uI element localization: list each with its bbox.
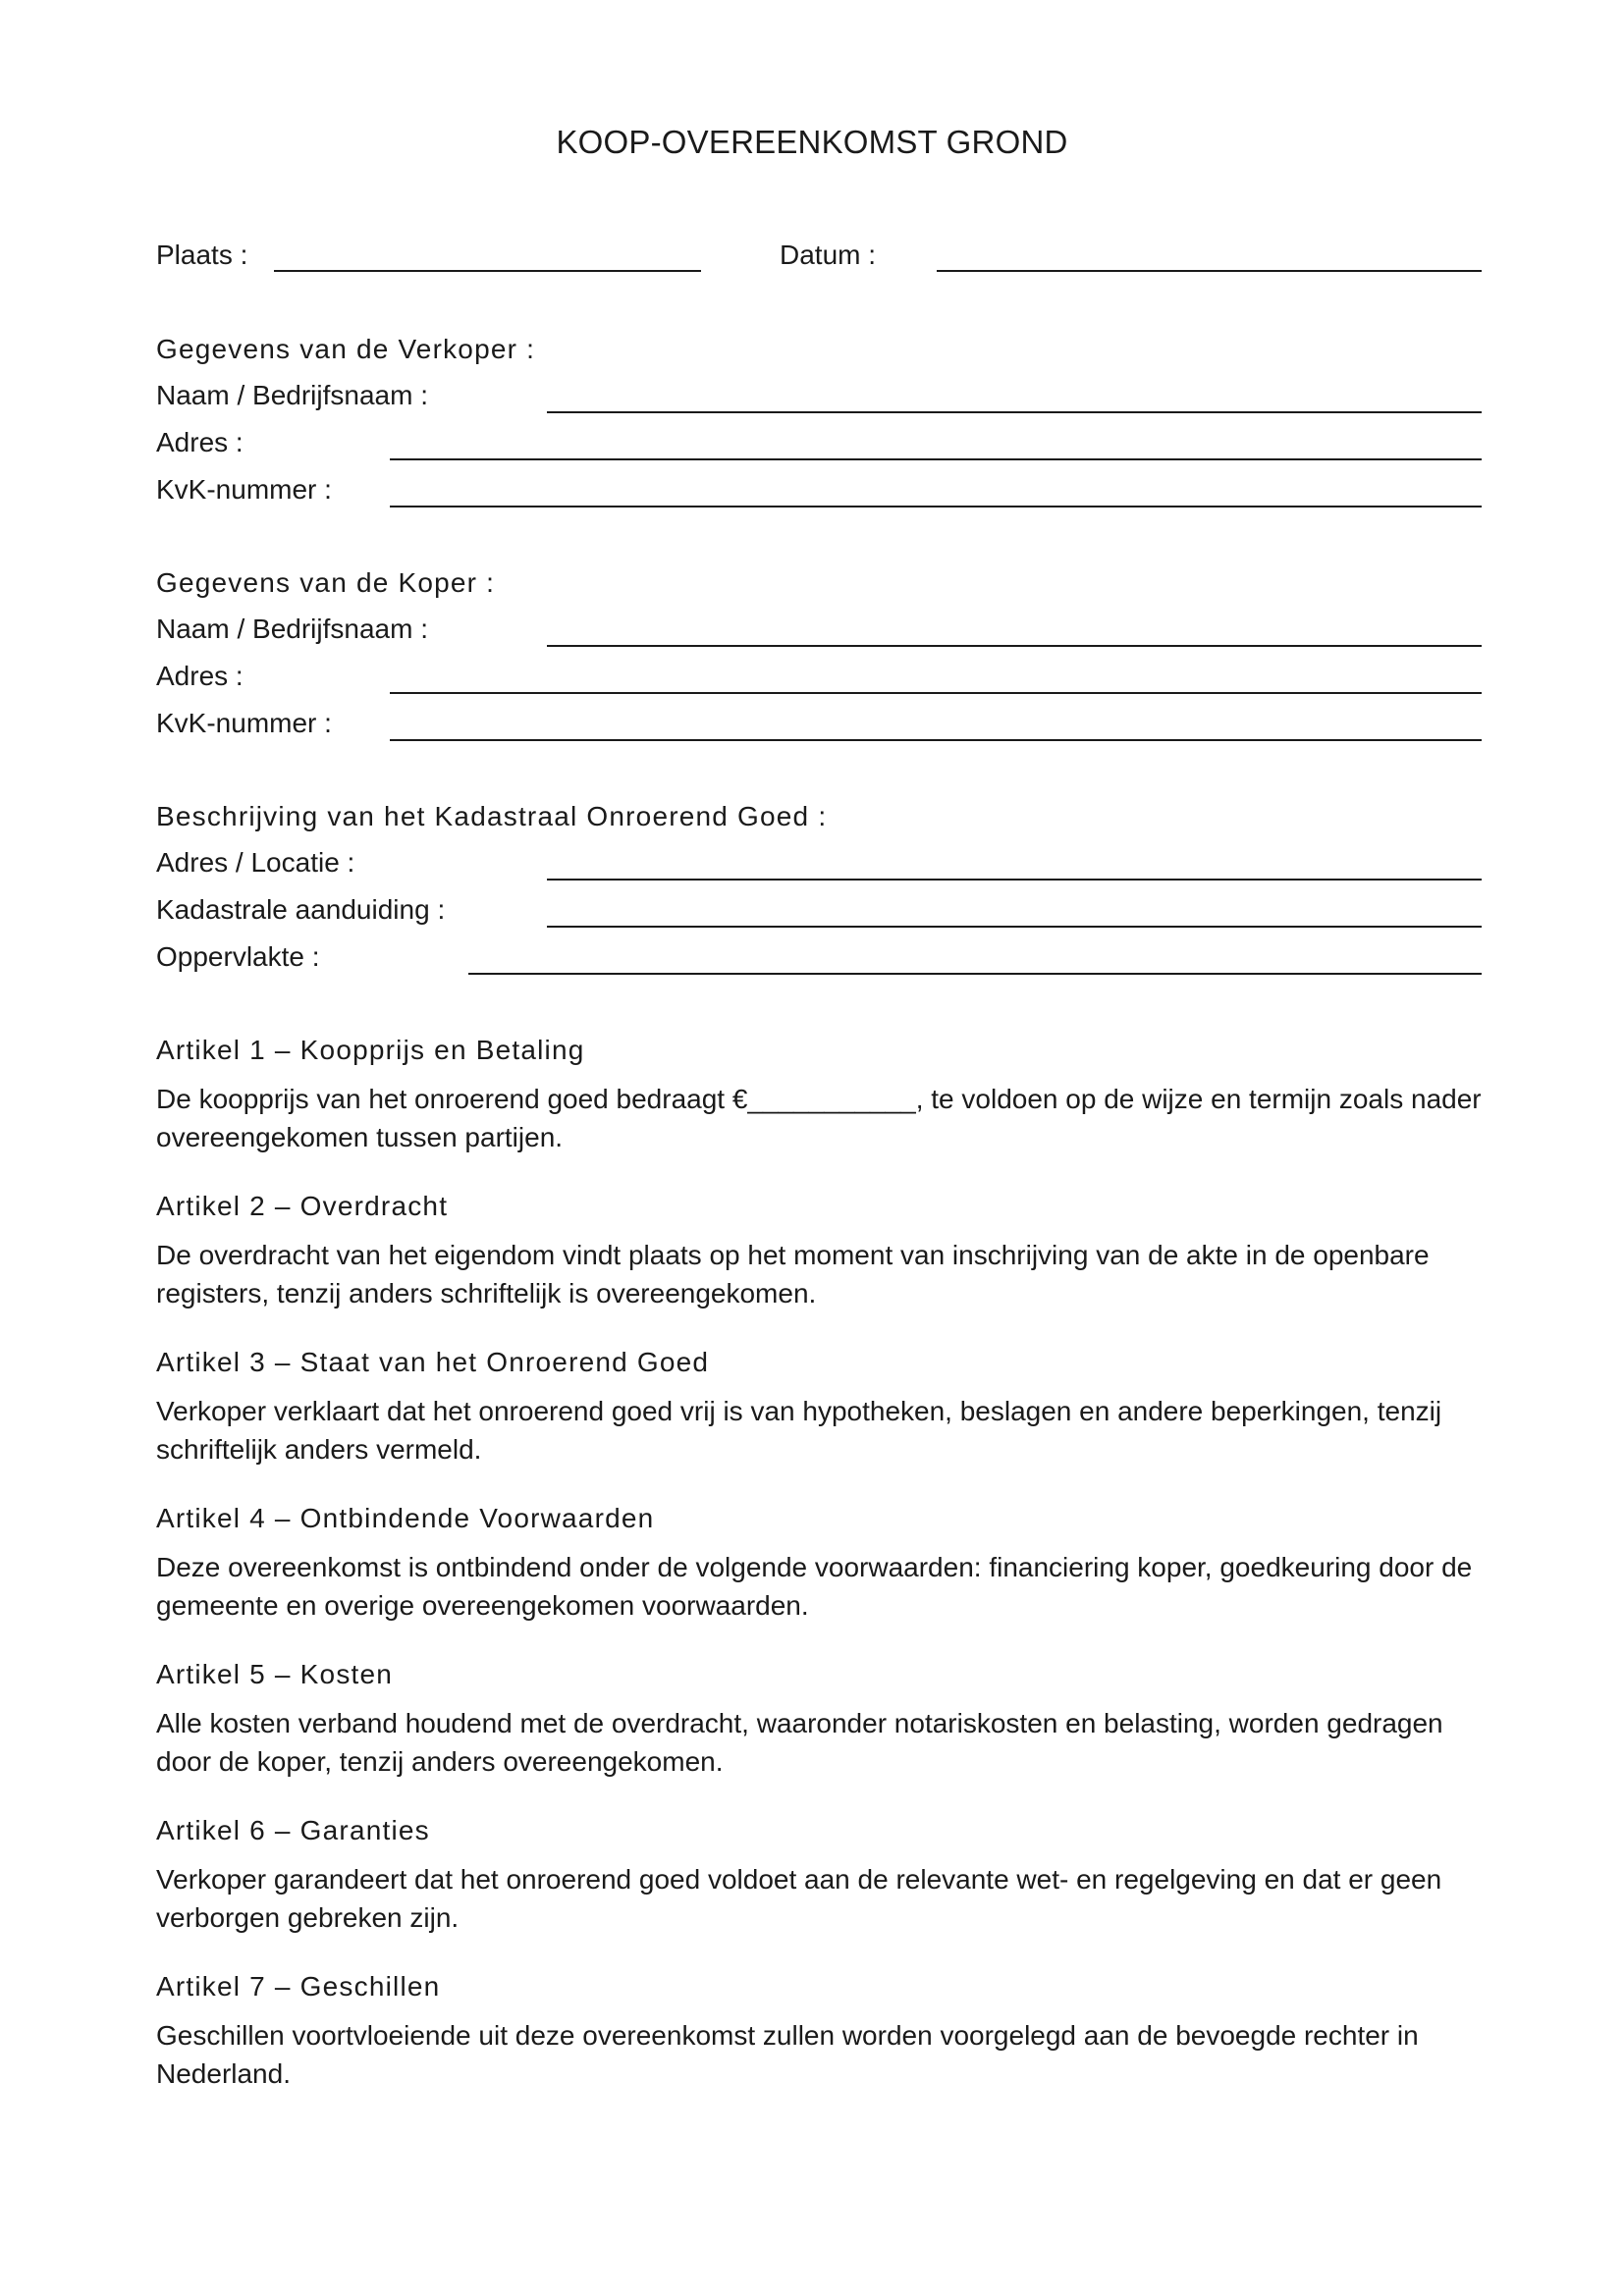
buyer-name-label: Naam / Bedrijfsnaam : xyxy=(156,614,428,644)
property-cadastral-field[interactable] xyxy=(547,926,1482,928)
seller-heading: Gegevens van de Verkoper : xyxy=(156,334,536,364)
property-location-field[interactable] xyxy=(547,879,1482,881)
property-area-label: Oppervlakte : xyxy=(156,941,320,972)
article-7-body: Geschillen voortvloeiende uit deze overeenkomst zullen worden voorgelegd aan de bevoegde rechter in Nederland. xyxy=(156,2020,1419,2089)
document-title: KOOP-OVEREENKOMST GROND xyxy=(556,124,1068,160)
article-2-body: De overdracht van het eigendom vindt plaats op het moment van inschrijving van de akte in de openbare registers, tenzij anders schriftelijk is overeengekomen. xyxy=(156,1240,1430,1308)
place-field[interactable] xyxy=(274,270,701,272)
article-4-body: Deze overeenkomst is ontbindend onder de volgende voorwaarden: financiering koper, goedkeuring door de gemeente en overige overeengekomen voorwaarden. xyxy=(156,1552,1473,1621)
date-field[interactable] xyxy=(937,270,1482,272)
buyer-kvk-field[interactable] xyxy=(390,739,1482,741)
article-2-title: Artikel 2 – Overdracht xyxy=(156,1191,449,1221)
article-3-title: Artikel 3 – Staat van het Onroerend Goed xyxy=(156,1347,710,1377)
buyer-address-label: Adres : xyxy=(156,661,244,691)
article-1-title: Artikel 1 – Koopprijs en Betaling xyxy=(156,1035,585,1065)
article-5-title: Artikel 5 – Kosten xyxy=(156,1659,394,1689)
property-heading: Beschrijving van het Kadastraal Onroerend Goed : xyxy=(156,801,828,831)
seller-name-field[interactable] xyxy=(547,411,1482,413)
buyer-address-field[interactable] xyxy=(390,692,1482,694)
seller-kvk-field[interactable] xyxy=(390,506,1482,507)
article-3-body: Verkoper verklaart dat het onroerend goed vrij is van hypotheken, beslagen en andere beperkingen, tenzij schriftelijk anders vermeld. xyxy=(156,1396,1442,1465)
article-5-body: Alle kosten verband houdend met de overdracht, waaronder notariskosten en belasting, worden gedragen door de koper, tenzij anders overeengekomen. xyxy=(156,1708,1443,1777)
article-6-body: Verkoper garandeert dat het onroerend goed voldoet aan de relevante wet- en regelgeving en dat er geen verborgen gebreken zijn. xyxy=(156,1864,1442,1933)
seller-address-label: Adres : xyxy=(156,427,244,457)
property-location-label: Adres / Locatie : xyxy=(156,847,355,878)
seller-name-label: Naam / Bedrijfsnaam : xyxy=(156,380,428,410)
buyer-kvk-label: KvK-nummer : xyxy=(156,708,332,738)
buyer-heading: Gegevens van de Koper : xyxy=(156,567,496,598)
article-6-title: Artikel 6 – Garanties xyxy=(156,1815,430,1845)
property-cadastral-label: Kadastrale aanduiding : xyxy=(156,894,446,925)
place-label: Plaats : xyxy=(156,240,248,270)
seller-address-field[interactable] xyxy=(390,458,1482,460)
article-4-title: Artikel 4 – Ontbindende Voorwaarden xyxy=(156,1503,655,1533)
date-label: Datum : xyxy=(780,240,877,270)
seller-kvk-label: KvK-nummer : xyxy=(156,474,332,505)
property-area-field[interactable] xyxy=(468,973,1482,975)
article-7-title: Artikel 7 – Geschillen xyxy=(156,1971,441,2002)
article-1-body: De koopprijs van het onroerend goed bedraagt €___________, te voldoen op de wijze en termijn zoals nader overeengekomen tussen partijen. xyxy=(156,1084,1482,1152)
buyer-name-field[interactable] xyxy=(547,645,1482,647)
